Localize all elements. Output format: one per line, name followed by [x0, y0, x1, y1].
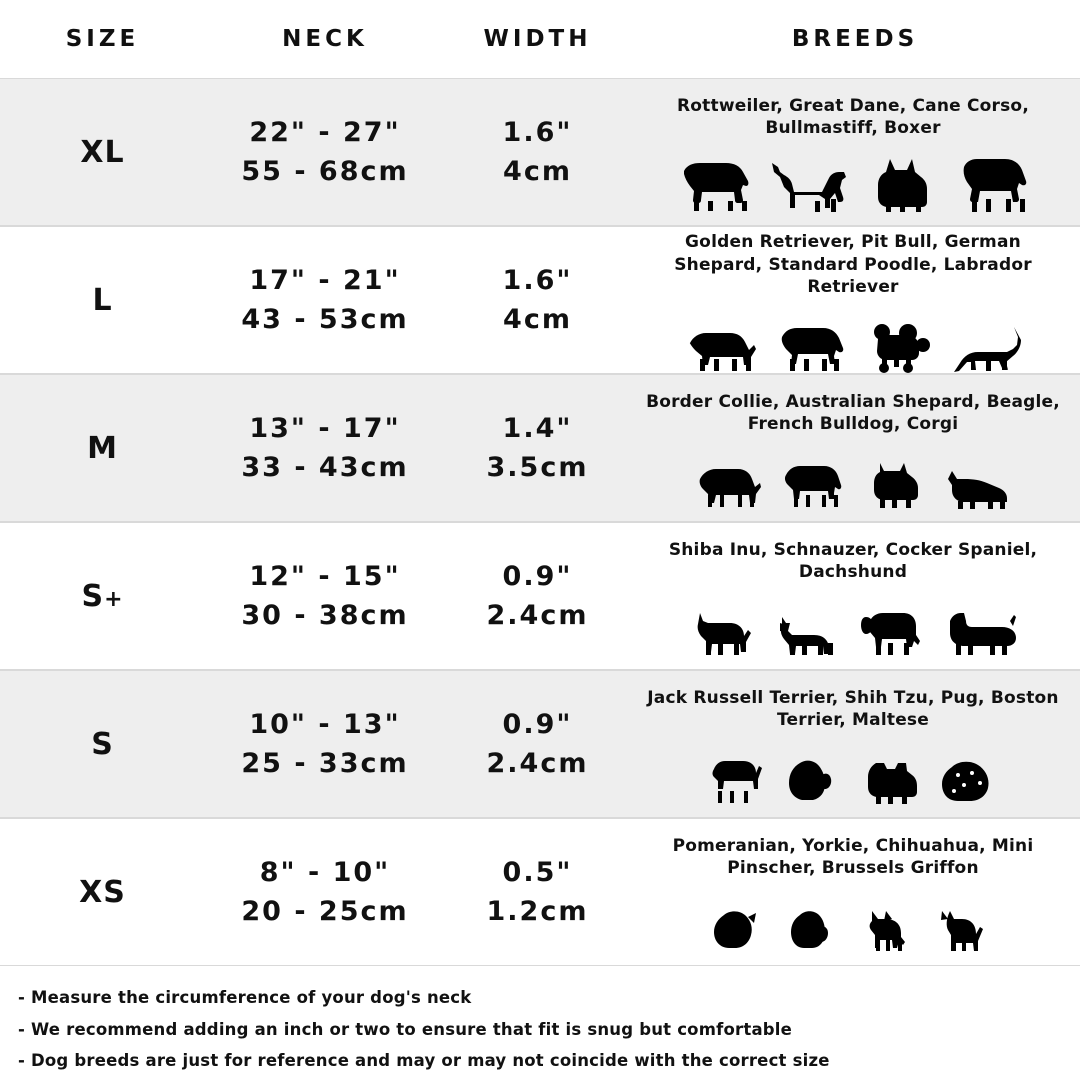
- table-row: [0, 374, 1080, 522]
- neck-cm: 25 - 33cm: [241, 748, 409, 779]
- cocker-spaniel-silhouette: [858, 609, 928, 657]
- breed-silhouettes: [640, 443, 1066, 509]
- width-cm: 4cm: [503, 156, 572, 187]
- width-measurement: [445, 113, 630, 191]
- breeds-cell: [630, 831, 1080, 954]
- size-value: L: [92, 282, 113, 318]
- mini-pinscher-silhouette: [934, 909, 994, 953]
- size-label: [0, 135, 205, 170]
- width-inches: 1.4": [502, 412, 573, 444]
- breeds-list: Border Collie, Australian Shepard, Beagle, French Bulldog, Corgi: [646, 391, 1060, 434]
- beagle-silhouette: [776, 461, 846, 509]
- border-collie-silhouette: [692, 461, 762, 509]
- neck-cm: 55 - 68cm: [241, 156, 409, 187]
- table-row: [0, 670, 1080, 818]
- neck-inches: 12" - 15": [249, 560, 401, 592]
- neck-cm: 33 - 43cm: [241, 452, 409, 483]
- width-cm: 2.4cm: [486, 748, 589, 779]
- pit-bull-silhouette: [772, 323, 846, 373]
- dachshund-silhouette: [942, 609, 1016, 657]
- size-label: [0, 875, 205, 910]
- great-dane-silhouette: [768, 157, 846, 213]
- corgi-silhouette: [944, 461, 1014, 509]
- column-header-breeds: BREEDS: [791, 26, 919, 52]
- column-header-neck: NECK: [282, 26, 368, 52]
- width-cm: 3.5cm: [486, 452, 589, 483]
- shih-tzu-silhouette: [782, 759, 846, 805]
- table-row: [0, 818, 1080, 966]
- table-header-row: [0, 0, 1080, 78]
- width-measurement: [445, 705, 630, 783]
- column-header-width: WIDTH: [483, 26, 592, 52]
- cane-corso-silhouette: [860, 157, 938, 213]
- breeds-cell: [630, 683, 1080, 806]
- width-inches: 0.9": [502, 560, 573, 592]
- size-suffix: +: [104, 586, 124, 612]
- german-shepard-silhouette: [948, 323, 1022, 373]
- jack-russell-terrier-silhouette: [704, 759, 768, 805]
- rottweiler-silhouette: [676, 157, 754, 213]
- chihuahua-silhouette: [860, 909, 920, 953]
- breed-silhouettes: [640, 887, 1066, 953]
- width-cm: 4cm: [503, 304, 572, 335]
- size-value: S: [81, 578, 105, 614]
- width-inches: 1.6": [502, 116, 573, 148]
- neck-cm: 30 - 38cm: [241, 600, 409, 631]
- breeds-list: Pomeranian, Yorkie, Chihuahua, Mini Pinscher, Brussels Griffon: [672, 835, 1034, 878]
- width-inches: 0.5": [502, 856, 573, 888]
- standard-poodle-silhouette: [860, 323, 934, 373]
- table-row: [0, 78, 1080, 226]
- boxer-silhouette: [952, 157, 1030, 213]
- width-measurement: [445, 409, 630, 487]
- note-measure: - Measure the circumference of your dog's neck: [18, 988, 472, 1007]
- neck-inches: 22" - 27": [249, 116, 401, 148]
- breed-silhouettes: [640, 739, 1066, 805]
- neck-measurement: [205, 705, 445, 783]
- neck-cm: 43 - 53cm: [241, 304, 409, 335]
- size-label: [0, 283, 205, 318]
- neck-cm: 20 - 25cm: [241, 896, 409, 927]
- table-row: [0, 522, 1080, 670]
- neck-measurement: [205, 113, 445, 191]
- size-value: XL: [80, 134, 125, 170]
- breeds-cell: [630, 387, 1080, 510]
- size-value: M: [87, 430, 118, 466]
- breeds-list: Golden Retriever, Pit Bull, German Shepard, Standard Poodle, Labrador Retriever: [674, 232, 1032, 298]
- yorkie-silhouette: [786, 909, 846, 953]
- neck-inches: 13" - 17": [249, 412, 401, 444]
- size-label: [0, 579, 205, 614]
- schnauzer-silhouette: [774, 609, 844, 657]
- breed-silhouettes: [640, 307, 1066, 373]
- size-value: XS: [79, 874, 126, 910]
- pomeranian-silhouette: [712, 909, 772, 953]
- neck-measurement: [205, 261, 445, 339]
- neck-inches: 8" - 10": [259, 856, 391, 888]
- neck-inches: 17" - 21": [249, 264, 401, 296]
- size-label: [0, 431, 205, 466]
- size-value: S: [91, 726, 114, 762]
- neck-measurement: [205, 557, 445, 635]
- breeds-list: Rottweiler, Great Dane, Cane Corso, Bullmastiff, Boxer: [677, 95, 1029, 138]
- breeds-cell: [630, 91, 1080, 214]
- note-breeds-reference: - Dog breeds are just for reference and may or may not coincide with the correct size: [18, 1051, 830, 1071]
- golden-retriever-silhouette: [684, 323, 758, 373]
- breed-silhouettes: [640, 147, 1066, 213]
- breed-silhouettes: [640, 591, 1066, 657]
- french-bulldog-silhouette: [860, 461, 930, 509]
- width-inches: 0.9": [502, 708, 573, 740]
- notes-section: [0, 966, 1080, 1080]
- note-fit: - We recommend adding an inch or two to ensure that fit is snug but comfortable: [18, 1019, 793, 1039]
- pug-silhouette: [860, 759, 924, 805]
- width-inches: 1.6": [502, 264, 573, 296]
- width-cm: 2.4cm: [486, 600, 589, 631]
- width-measurement: [445, 261, 630, 339]
- table-row: [0, 226, 1080, 374]
- breeds-list: Jack Russell Terrier, Shih Tzu, Pug, Boston Terrier, Maltese: [647, 687, 1059, 730]
- size-label: [0, 727, 205, 762]
- breeds-cell: [630, 227, 1080, 372]
- width-measurement: [445, 557, 630, 635]
- shiba-inu-silhouette: [690, 609, 760, 657]
- neck-measurement: [205, 409, 445, 487]
- width-measurement: [445, 853, 630, 931]
- neck-measurement: [205, 853, 445, 931]
- maltese-silhouette: [938, 759, 1002, 805]
- breeds-cell: [630, 535, 1080, 658]
- breeds-list: Shiba Inu, Schnauzer, Cocker Spaniel, Dachshund: [668, 539, 1038, 582]
- column-header-size: SIZE: [65, 26, 140, 52]
- width-cm: 1.2cm: [486, 896, 589, 927]
- neck-inches: 10" - 13": [249, 708, 401, 740]
